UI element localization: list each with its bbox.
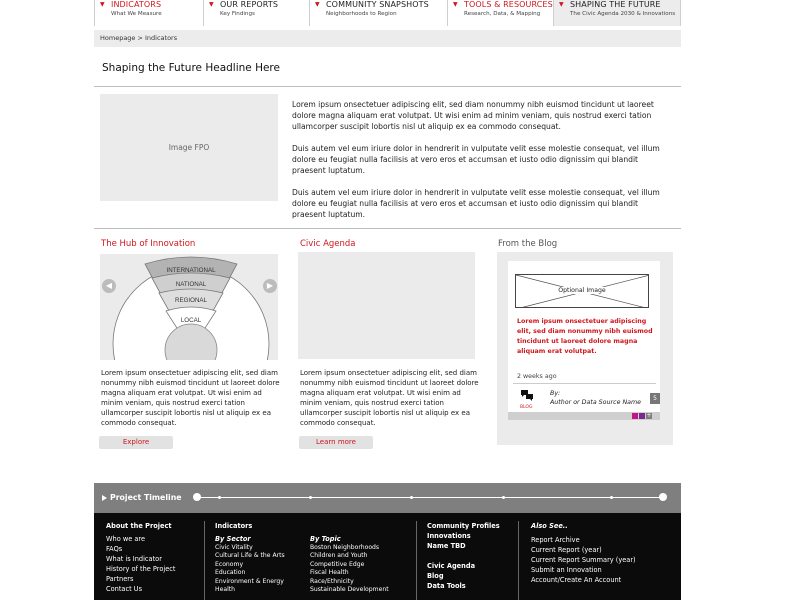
blog-by-label: By:: [550, 390, 561, 397]
share-swatch[interactable]: [632, 413, 638, 419]
footer-link[interactable]: Contact Us: [106, 585, 143, 593]
footer-divider: [518, 521, 519, 600]
caret-down-icon: ▼: [559, 1, 564, 8]
nav-title: SHAPING THE FUTURE: [570, 0, 661, 9]
learn-more-button[interactable]: Learn more: [299, 436, 373, 449]
timeline-label: Project Timeline: [110, 493, 182, 502]
footer-link[interactable]: What is Indicator: [106, 555, 162, 563]
footer-link[interactable]: Economy: [215, 560, 244, 568]
timeline-tick[interactable]: [610, 496, 613, 499]
hub-text: Lorem ipsum onsectetuer adipiscing elit, sed diam nonummy nibh euismod tincidunt ut laoreet dolore magna aliquam erat volutpat. Ut wisi enim ad minim veniam, quis nostrud exerci tation ullamcorper suscipit lobortis nisl ut aliquip ex ea commodo consequat.: [101, 369, 280, 427]
footer-see-also: [531, 521, 636, 585]
ring-label: LOCAL: [180, 317, 202, 324]
blog-date: 2 weeks ago: [517, 373, 557, 380]
footer-link[interactable]: Partners: [106, 575, 134, 583]
ring-label: INTERNATIONAL: [166, 267, 216, 274]
play-icon[interactable]: [102, 495, 107, 501]
footer-link[interactable]: Name TBD: [427, 542, 466, 550]
nav-subtitle: Neighborhoods to Region: [326, 11, 397, 17]
nav-community-snapshots[interactable]: [310, 0, 448, 26]
footer-community: [427, 521, 500, 591]
project-timeline: [94, 483, 681, 513]
nav-subtitle: Key Findings: [220, 11, 255, 17]
explore-button[interactable]: Explore: [99, 436, 173, 449]
blog-panel: [497, 252, 673, 445]
blog-author[interactable]: Author or Data Source Name: [550, 399, 642, 406]
footer-link[interactable]: Children and Youth: [310, 552, 368, 560]
nav-title: TOOLS & RESOURCES: [464, 0, 553, 9]
footer-divider: [416, 521, 417, 600]
ring-label: REGIONAL: [175, 297, 207, 304]
caret-down-icon: ▼: [100, 1, 105, 8]
intro-paragraph: Duis autem vel eum iriure dolor in hendrerit in vulputate velit esse molestie consequat, vel illum dolore eu feugiat nulla facilisis at vero eros et accumsan et iusto odio dignissim qui blandit praesent luptatum.: [292, 144, 660, 175]
breadcrumb[interactable]: Homepage > Indicators: [94, 30, 681, 47]
nav-subtitle: Research, Data, & Mapping: [464, 11, 541, 17]
timeline-track[interactable]: [197, 497, 664, 498]
footer-heading: Also See..: [531, 522, 568, 530]
plus-icon[interactable]: +: [646, 412, 652, 419]
timeline-tick[interactable]: [218, 496, 221, 499]
footer-link[interactable]: Education: [215, 569, 246, 577]
footer-link[interactable]: Competitive Edge: [310, 560, 365, 568]
footer-link[interactable]: Innovations: [427, 532, 471, 540]
footer-link[interactable]: Community Profiles: [427, 522, 500, 530]
footer-link[interactable]: Environment & Energy: [215, 577, 284, 585]
by-sector-label: By Sector: [215, 535, 251, 543]
timeline-start-marker[interactable]: [193, 493, 201, 501]
carousel-next-icon[interactable]: ▶: [263, 279, 277, 293]
caret-down-icon: ▼: [453, 1, 458, 8]
intro-paragraph: Lorem ipsum onsectetuer adipiscing elit, sed diam nonummy nibh euismod tincidunt ut laoreet dolore magna aliquam erat volutpat. Ut wisi enim ad minim veniam, quis nostrud exerci tation ullamcorper suscipit lobortis nisl ut aliquip ex ea commodo consequat.: [292, 100, 654, 131]
caret-down-icon: ▼: [315, 1, 320, 8]
divider: [513, 383, 656, 384]
footer-topics: [310, 534, 389, 594]
blog-tag: BLOG: [520, 405, 533, 410]
blog-excerpt[interactable]: Lorem ipsum onsectetuer adipiscing elit, sed diam nonummy nibh euismod tincidunt ut laoreet dolore magna aliquam erat volutpat.: [517, 318, 653, 355]
timeline-tick[interactable]: [410, 496, 413, 499]
civic-agenda-image: [298, 252, 475, 359]
timeline-tick[interactable]: [309, 496, 312, 499]
footer-link[interactable]: FAQs: [106, 545, 123, 553]
share-swatch[interactable]: [639, 413, 645, 419]
nav-title: COMMUNITY SNAPSHOTS: [326, 0, 429, 9]
nav-shaping-the-future[interactable]: [554, 0, 681, 26]
nav-tools-resources[interactable]: [448, 0, 554, 26]
footer-link[interactable]: Account/Create An Account: [531, 576, 622, 584]
footer-link[interactable]: Race/Ethnicity: [310, 577, 354, 585]
nav-title: OUR REPORTS: [220, 0, 279, 9]
chat-bubble-icon: [520, 389, 534, 402]
divider: [94, 86, 681, 87]
divider: [94, 228, 681, 229]
hub-diagram: [100, 254, 278, 360]
footer-link[interactable]: Civic Vitality: [215, 544, 253, 551]
timeline-tick[interactable]: [502, 496, 505, 499]
footer-link[interactable]: Submit an Innovation: [531, 566, 602, 574]
comment-count-badge[interactable]: 5: [650, 393, 660, 404]
carousel-prev-icon[interactable]: ◀: [102, 279, 116, 293]
footer-link[interactable]: Health: [215, 586, 236, 594]
nav-subtitle: The Civic Agenda 2030 & Innovations: [570, 11, 676, 17]
timeline-end-marker[interactable]: [659, 493, 667, 501]
optional-image: [515, 274, 649, 308]
site-footer: [94, 513, 681, 600]
hub-title[interactable]: The Hub of Innovation: [101, 239, 196, 249]
by-topic-label: By Topic: [310, 535, 341, 543]
hub-rings-graphic: [100, 254, 278, 360]
civic-agenda-text: Lorem ipsum onsectetuer adipiscing elit, sed diam nonummy nibh euismod tincidunt ut laoreet dolore magna aliquam erat volutpat. Ut wisi enim ad minim veniam, quis nostrud exerci tation ullamcorper suscipit lobortis nisl ut aliquip ex ea commodo consequat.: [300, 369, 479, 427]
footer-link[interactable]: History of the Project: [106, 565, 176, 573]
caret-down-icon: ▼: [209, 1, 214, 8]
nav-indicators[interactable]: [94, 0, 204, 26]
footer-heading: Indicators: [215, 522, 253, 530]
footer-link[interactable]: Sustainable Development: [310, 586, 389, 594]
footer-link[interactable]: Boston Neighborhoods: [310, 544, 380, 551]
image-placeholder-label: Image FPO: [168, 143, 210, 152]
intro-text: [292, 99, 672, 231]
nav-title: INDICATORS: [111, 0, 162, 9]
footer-link[interactable]: Blog: [427, 572, 444, 580]
footer-about: [106, 521, 175, 594]
footer-link[interactable]: Data Tools: [427, 582, 466, 590]
footer-link[interactable]: Civic Agenda: [427, 562, 476, 570]
footer-link[interactable]: Current Report (year): [531, 546, 602, 554]
image-placeholder: [100, 94, 278, 201]
blog-share-bar: [508, 412, 660, 420]
footer-link[interactable]: Cultural Life & the Arts: [215, 552, 285, 560]
footer-heading: About the Project: [106, 522, 172, 530]
footer-indicators: [215, 521, 285, 594]
footer-link[interactable]: Report Archive: [531, 536, 580, 544]
intro-paragraph: Duis autem vel eum iriure dolor in hendrerit in vulputate velit esse molestie consequat, vel illum dolore eu feugiat nulla facilisis at vero eros et accumsan et iusto odio dignissim qui blandit praesent luptatum.: [292, 188, 660, 219]
civic-agenda-title[interactable]: Civic Agenda: [300, 239, 356, 249]
nav-subtitle: What We Measure: [111, 11, 162, 17]
optional-image-label: Optional Image: [558, 287, 606, 294]
footer-divider: [204, 521, 205, 600]
ring-label: NATIONAL: [175, 281, 207, 288]
top-nav: [94, 0, 681, 26]
nav-our-reports[interactable]: [204, 0, 310, 26]
footer-link[interactable]: Current Report Summary (year): [531, 556, 636, 564]
page-title: Shaping the Future Headline Here: [102, 62, 280, 74]
footer-link[interactable]: Fiscal Health: [310, 569, 349, 577]
blog-card[interactable]: [508, 261, 660, 420]
footer-link[interactable]: Who we are: [106, 535, 146, 543]
blog-title: From the Blog: [498, 239, 558, 249]
